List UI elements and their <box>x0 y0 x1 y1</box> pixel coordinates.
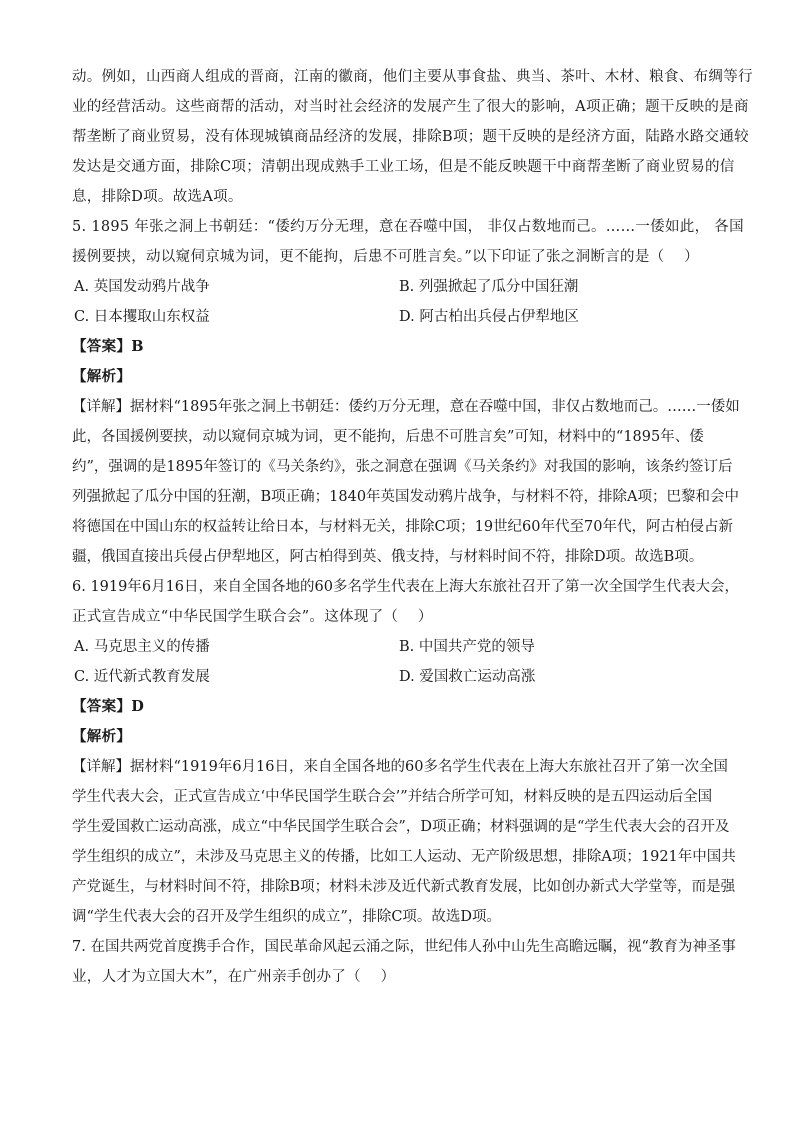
option-c: C. 日本攫取山东权益 <box>74 309 210 325</box>
text-line: 动。例如，山西商人组成的晋商，江南的徽商，他们主要从事食盐、典当、茶叶、木材、粮食、布绸等行 <box>72 69 753 85</box>
text-line: 息，排除D项。故选A项。 <box>72 189 243 205</box>
document-page <box>72 62 753 992</box>
detail-line: 列强掀起了瓜分中国的狂潮，B项正确；1840年英国发动鸦片战争，与材料不符，排除A项；巴黎和会中 <box>72 489 740 505</box>
detail-line: 学生组织的成立”，未涉及马克思主义的传播，比如工人运动、无产阶级思想，排除A项；1921年中国共 <box>72 849 736 865</box>
option-a: A. 英国发动鸦片战争 <box>74 279 210 295</box>
analysis-label: 【解析】 <box>72 368 132 385</box>
question-5 <box>72 212 744 572</box>
answer-label: 【答案】D <box>72 698 145 715</box>
analysis-label: 【解析】 <box>72 728 132 745</box>
detail-line: 约”，强调的是1895年签订的《马关条约》，张之洞意在强调《马关条约》对我国的影响，该条约签订后 <box>72 459 733 475</box>
detail-line: 此，各国援例要挟，动以窥伺京城为词，更不能拘，后患不可胜言矣”可知，材料中的“1895年、倭 <box>72 429 704 445</box>
option-b: B. 列强掀起了瓜分中国狂潮 <box>399 279 579 295</box>
question-stem: 正式宣告成立“中华民国学生联合会”。这体现了（ ） <box>72 609 433 625</box>
detail-line: 【详解】据材料“1895年张之洞上书朝廷：倭约万分无理，意在吞噬中国，非仅占数地而己。……一倭如 <box>72 399 740 415</box>
q4-analysis-tail <box>72 62 753 212</box>
detail-line: 【详解】据材料“1919年6月16日，来自全国各地的60多名学生代表在上海大东旅社召开了第一次全国 <box>72 759 728 775</box>
detail-line: 产党诞生，与材料时间不符，排除B项；材料未涉及近代新式教育发展，比如创办新式大学堂等，而是强 <box>72 879 736 895</box>
question-stem: 7. 在国共两党首度携手合作，国民革命风起云涌之际，世纪伟人孙中山先生高瞻远瞩，视“教育为神圣事 <box>72 939 736 955</box>
options <box>72 272 722 332</box>
question-7 <box>72 932 736 992</box>
question-stem: 5. 1895 年张之洞上书朝廷：“倭约万分无理，意在吞噬中国， 非仅占数地而己。……一倭如此， 各国 <box>72 219 744 235</box>
question-stem: 援例要挟，动以窥伺京城为词，更不能拘，后患不可胜言矣。”以下印证了张之洞断言的是（ ） <box>72 249 699 265</box>
option-c: C. 近代新式教育发展 <box>74 669 210 685</box>
option-b: B. 中国共产党的领导 <box>399 639 535 655</box>
text-line: 发达是交通方面，排除C项；清朝出现成熟手工业工场，但是不能反映题干中商帮垄断了商业贸易的信 <box>72 159 735 175</box>
detail-line: 学生爱国救亡运动高涨，成立“中华民国学生联合会”，D项正确；材料强调的是“学生代表大会的召开及 <box>72 819 730 835</box>
question-stem: 6. 1919年6月16日，来自全国各地的60多名学生代表在上海大东旅社召开了第一次全国学生代表大会， <box>72 579 739 595</box>
detail-line: 学生代表大会，正式宣告成立‘中华民国学生联合会’”并结合所学可知，材料反映的是五四运动后全国 <box>72 789 713 805</box>
question-stem: 业，人才为立国大木”，在广州亲手创办了（ ） <box>72 969 396 985</box>
option-d: D. 爱国救亡运动高涨 <box>399 669 536 685</box>
question-6 <box>72 572 739 932</box>
text-line: 帮垄断了商业贸易，没有体现城镇商品经济的发展，排除B项；题干反映的是经济方面，陆路水路交通较 <box>72 129 749 145</box>
detail-line: 调“学生代表大会的召开及学生组织的成立”，排除C项。故选D项。 <box>72 909 502 925</box>
option-a: A. 马克思主义的传播 <box>74 639 210 655</box>
options <box>72 632 722 692</box>
option-d: D. 阿古柏出兵侵占伊犁地区 <box>399 309 579 325</box>
detail-line: 疆，俄国直接出兵侵占伊犁地区，阿古柏得到英、俄支持，与材料时间不符，排除D项。故选B项。 <box>72 549 704 565</box>
detail-line: 将德国在中国山东的权益转让给日本，与材料无关，排除C项；19世纪60年代至70年代，阿古柏侵占新 <box>72 519 733 535</box>
answer-label: 【答案】B <box>72 338 144 355</box>
text-line: 业的经营活动。这些商帮的活动，对当时社会经济的发展产生了很大的影响，A项正确；题干反映的是商 <box>72 99 749 115</box>
